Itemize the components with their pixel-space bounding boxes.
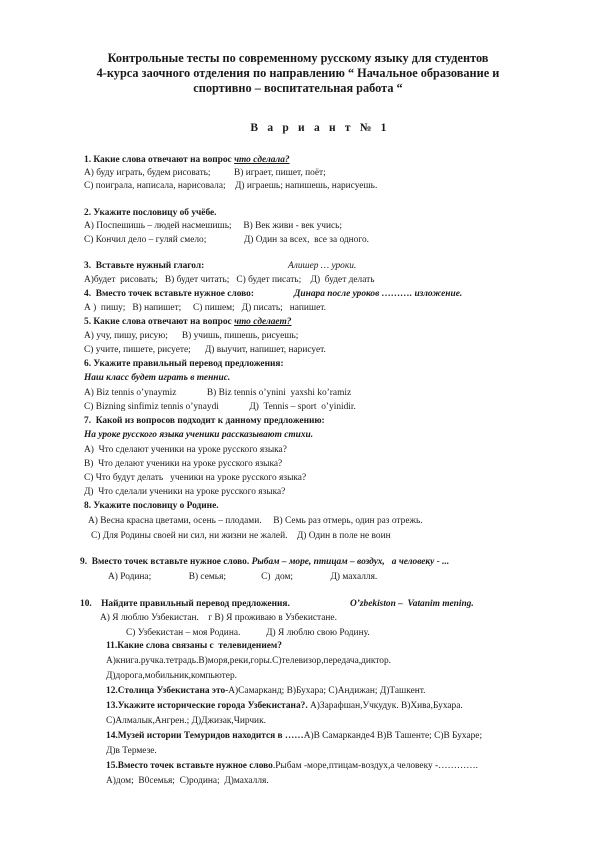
question-9-emphasis: Рыбам – море, птицам – воздух, а человеку - ... (249, 557, 450, 567)
question-10-text: 10. Найдите правильный перевод предложения. (80, 599, 290, 609)
question-4-emphasis: Динара после уроков ………. изложение. (294, 289, 463, 299)
question-14 (106, 731, 482, 742)
question-11-options-a: А)книга.ручка.тетрадь.В)моря,реки,горы.С)телевизор,передача,диктор. (106, 656, 392, 666)
question-1-options-c: С) поиграла, написала, нарисовала; Д) играешь; напишешь, нарисуешь. (84, 181, 378, 191)
question-1 (84, 155, 290, 166)
document-title-line-1: Контрольные тесты по современному русскому языку для студентов (107, 51, 489, 65)
question-3-options: А)будет рисовать; В) будет читать; С) будет писать; Д) будет делать (84, 275, 375, 285)
question-13-options-2: С)Алмалык,Ангрен.; Д)Джизак,Чирчик. (106, 716, 266, 726)
question-6-sentence: Наш класс будет играть в теннис. (84, 373, 231, 383)
question-2-text: 2. Укажите пословицу об учёбе. (84, 208, 217, 218)
question-7-option-b: В) Что делают ученики на уроке русского языка? (84, 459, 283, 469)
question-3-text: 3. Вставьте нужный глагол: (84, 261, 205, 271)
question-11-text: 11.Какие слова связаны с телевидением? (106, 641, 282, 651)
question-14-options-1: А)В Самарканде4 В)В Ташенте; С)В Бухаре; (303, 731, 483, 741)
question-14-options-2: Д)в Термезе. (106, 746, 157, 756)
question-15-text: 15.Вместо точек вставьте нужное слово (106, 761, 273, 771)
question-1-text: 1. Какие слова отвечают на вопрос (84, 155, 235, 165)
question-7-sentence: На уроке русского языка ученики рассказывают стихи. (84, 430, 314, 440)
question-10-options-a: А) Я люблю Узбекистан. г В) Я проживаю в Узбекистане. (100, 613, 337, 623)
question-5 (84, 317, 291, 328)
question-8-options-c: С) Для Родины своей ни сил, ни жизни не жалей. Д) Один в поле не воин (91, 531, 391, 541)
question-15-rest: .Рыбам -море,птицам-воздух,а человеку -…………. (272, 761, 479, 771)
question-7-option-a: А) Что сделают ученики на уроке русского языка? (84, 445, 287, 455)
question-12-options: А)Самарканд; В)Бухара; С)Андижан; Д)Ташкент. (228, 686, 426, 696)
question-6-options-a: А) Biz tennis o’ynaymiz B) Biz tennis o’ynini yaxshi ko’ramiz (84, 388, 352, 398)
question-2-options-c: С) Кончил дело – гуляй смело; Д) Один за всех, все за одного. (84, 235, 369, 245)
question-5-options-c: С) учите, пишете, рисуете; Д) выучит, напишет, нарисует. (84, 345, 326, 355)
question-5-text: 5. Какие слова отвечают на вопрос (84, 317, 235, 327)
question-13-options-1: А)Зарафшан,Учкудук. В)Хива,Бухара. (307, 701, 463, 711)
question-9-options: А) Родина; В) семья; С) дом; Д) махалля. (108, 572, 378, 582)
question-4-text: 4. Вместо точек вставьте нужное слово: (84, 289, 254, 299)
variant-heading: В а р и а н т № 1 (250, 122, 390, 134)
question-8-text: 8. Укажите пословицу о Родине. (84, 501, 219, 511)
question-13-text: 13.Укажите исторические города Узбекистана?. (106, 701, 308, 711)
question-8-options-a: А) Весна красна цветами, осень – плодами. В) Семь раз отмерь, один раз отрежь. (88, 516, 423, 526)
question-2-options-a: А) Поспешишь – людей насмешишь; В) Век живи - век учись; (84, 221, 343, 231)
question-12 (106, 686, 426, 697)
document-title-line-2: 4-курса заочного отделения по направлению “ Начальное образование и (96, 66, 500, 80)
question-9 (80, 557, 449, 568)
question-3-emphasis: Алишер … уроки. (288, 261, 357, 271)
question-7-option-c: С) Что будут делать ученики на уроке русского языка? (84, 473, 307, 483)
question-1-emphasis: что сделала? (234, 155, 290, 165)
question-4-options: А ) пишу; В) напишет; С) пишем; Д) писать; напишет. (84, 303, 326, 313)
question-5-emphasis: что сделает? (234, 317, 292, 327)
question-6-text: 6. Укажите правильный перевод предложения: (84, 359, 284, 369)
question-10-emphasis: O’zbekiston – Vatanim mening. (350, 599, 474, 609)
document-title-line-3: спортивно – воспитательная работа “ (193, 81, 403, 95)
question-7-text: 7. Какой из вопросов подходит к данному предложению: (84, 416, 325, 426)
question-12-text: 12.Столица Узбекистана это- (106, 686, 229, 696)
question-11-options-d: Д)дорога,мобильник,компьютер. (106, 671, 237, 681)
question-10-options-c: С) Узбекистан – моя Родина. Д) Я люблю свою Родину. (126, 628, 370, 638)
question-9-text: 9. Вместо точек вставьте нужное слово. (80, 557, 250, 567)
question-13 (106, 701, 463, 712)
question-14-text: 14.Музей истории Темуридов находится в …… (106, 731, 304, 741)
question-7-option-d: Д) Что сделали ученики на уроке русского языка? (84, 487, 286, 497)
question-15-options: А)дом; В0семья; С)родина; Д)махалля. (106, 776, 269, 786)
question-6-options-c: C) Bizning sinfimiz tennis o’ynaydi Д) Tennis – sport o’yinidir. (84, 402, 356, 412)
question-15 (106, 761, 478, 772)
question-1-options-a: А) буду играть, будем рисовать; В) играет, пишет, поёт; (84, 168, 326, 178)
question-5-options-a: А) учу, пишу, рисую; В) учишь, пишешь, рисуешь; (84, 331, 299, 341)
